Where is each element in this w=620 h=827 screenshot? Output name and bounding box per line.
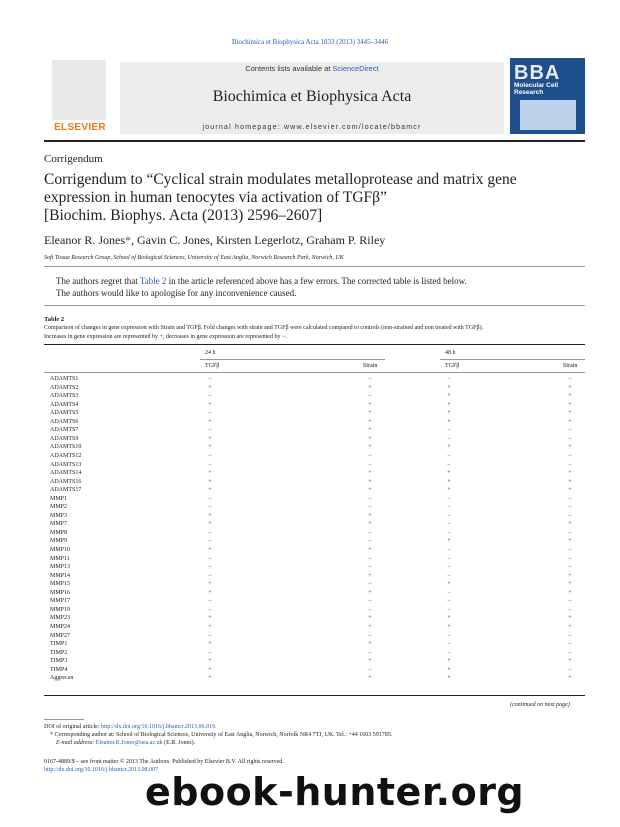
expression-cell: + bbox=[368, 418, 372, 425]
gene-name: MMP13 bbox=[50, 564, 71, 571]
issn-line: 0167-4889/$ – see front matter © 2013 The Authors. Published by Elsevier B.V. All rights reserved. bbox=[44, 759, 284, 765]
gene-name: ADAMTS9 bbox=[50, 435, 79, 442]
expression-cell: + bbox=[208, 418, 212, 425]
expression-cell: + bbox=[568, 589, 572, 596]
expression-cell: + bbox=[447, 478, 451, 485]
table-row bbox=[44, 563, 585, 572]
expression-cell: − bbox=[208, 427, 212, 434]
expression-cell: − bbox=[447, 529, 451, 536]
expression-cell: + bbox=[447, 675, 451, 682]
section-label: Corrigendum bbox=[44, 153, 103, 165]
gene-name: MMP8 bbox=[50, 529, 68, 536]
table-row bbox=[44, 537, 585, 546]
expression-cell: + bbox=[568, 538, 572, 545]
expression-cell: − bbox=[568, 632, 572, 639]
gene-name: ADAMTS7 bbox=[50, 427, 79, 434]
expression-cell: + bbox=[208, 675, 212, 682]
expression-cell: − bbox=[568, 547, 572, 553]
article-title bbox=[44, 171, 585, 225]
expression-cell: − bbox=[447, 521, 451, 528]
table-row bbox=[44, 623, 585, 632]
author-list bbox=[44, 233, 385, 248]
table-row bbox=[44, 640, 585, 649]
expression-cell: − bbox=[368, 495, 372, 502]
table-row bbox=[44, 469, 585, 478]
gene-name: ADAMTS3 bbox=[50, 393, 79, 400]
corresponding-author-mark[interactable]: * bbox=[124, 233, 131, 247]
caption-line-1: Comparison of changes in gene expression with Strain and TGFβ. Fold changes with strain and TGFβ were calculated compared to controls (non-strained and non treated with TGFβ). bbox=[44, 325, 484, 331]
expression-cell: − bbox=[208, 572, 212, 579]
expression-cell: − bbox=[368, 538, 372, 545]
expression-cell: + bbox=[208, 512, 212, 519]
group-header-48h: 48 h bbox=[445, 350, 456, 356]
table-row bbox=[44, 580, 585, 589]
gene-name: MMP14 bbox=[50, 572, 71, 579]
expression-cell: − bbox=[568, 641, 572, 648]
expression-cell: − bbox=[568, 461, 572, 468]
expression-cell: − bbox=[447, 649, 451, 656]
expression-cell: + bbox=[568, 384, 572, 391]
table-row bbox=[44, 572, 585, 581]
body-text-part: in the article referenced above has a few errors. The corrected table is listed below. bbox=[166, 276, 467, 286]
gene-name: ADAMTS12 bbox=[50, 452, 82, 459]
group-rule-24h bbox=[200, 359, 385, 360]
table-header-row bbox=[44, 362, 585, 371]
expression-cell: − bbox=[568, 606, 572, 613]
expression-cell: + bbox=[208, 478, 212, 485]
table-top-rule bbox=[44, 344, 585, 345]
gene-name: ADAMTS5 bbox=[50, 410, 79, 417]
table-row bbox=[44, 384, 585, 393]
first-author: Eleanor R. Jones bbox=[44, 233, 125, 247]
sciencedirect-link[interactable]: ScienceDirect bbox=[332, 64, 379, 73]
expression-cell: − bbox=[447, 606, 451, 613]
expression-cell: + bbox=[208, 547, 212, 553]
expression-cell: − bbox=[208, 632, 212, 639]
cover-title: BBA bbox=[514, 62, 561, 84]
table-row bbox=[44, 392, 585, 401]
expression-cell: − bbox=[208, 495, 212, 502]
table-row bbox=[44, 443, 585, 452]
divider bbox=[44, 266, 585, 267]
expression-cell: + bbox=[568, 478, 572, 485]
expression-cell: + bbox=[208, 435, 212, 442]
table-row bbox=[44, 666, 585, 675]
expression-cell: + bbox=[447, 393, 451, 400]
table-row bbox=[44, 606, 585, 615]
gene-name: ADAMTS10 bbox=[50, 444, 82, 451]
gene-name: MMP19 bbox=[50, 606, 71, 613]
expression-cell: + bbox=[208, 658, 212, 665]
expression-cell: + bbox=[447, 623, 451, 630]
table-row bbox=[44, 597, 585, 606]
expression-cell: + bbox=[447, 581, 451, 588]
contents-prefix: Contents lists available at bbox=[245, 64, 333, 73]
expression-cell: + bbox=[208, 589, 212, 596]
email-label: E-mail address: bbox=[56, 740, 96, 746]
expression-cell: + bbox=[568, 410, 572, 417]
col-header-strain-24h: Strain bbox=[363, 363, 378, 369]
expression-cell: + bbox=[208, 641, 212, 648]
expression-cell: − bbox=[208, 376, 212, 382]
expression-cell: + bbox=[208, 623, 212, 630]
footnote-rule bbox=[44, 719, 84, 720]
cover-image bbox=[520, 100, 576, 130]
title-line-2: expression in human tenocytes via activation of TGFβ” bbox=[44, 189, 387, 206]
gene-name: ADAMTS4 bbox=[50, 401, 79, 408]
expression-cell: − bbox=[447, 572, 451, 579]
expression-cell: − bbox=[368, 452, 372, 459]
table-row bbox=[44, 589, 585, 598]
gene-table bbox=[44, 362, 585, 371]
expression-cell: − bbox=[568, 452, 572, 459]
expression-cell: − bbox=[368, 564, 372, 571]
expression-cell: − bbox=[208, 452, 212, 459]
expression-cell: + bbox=[368, 444, 372, 451]
gene-name: TIMP4 bbox=[50, 666, 68, 673]
expression-cell: + bbox=[568, 623, 572, 630]
expression-cell: − bbox=[368, 581, 372, 588]
table-row bbox=[44, 452, 585, 461]
table-row bbox=[44, 520, 585, 529]
expression-cell: + bbox=[208, 581, 212, 588]
article-doi-link[interactable]: http://dx.doi.org/10.1016/j.bbamcr.2013.08.007 bbox=[44, 767, 159, 773]
expression-cell: − bbox=[368, 504, 372, 511]
group-rule-48h bbox=[440, 359, 585, 360]
expression-cell: − bbox=[447, 376, 451, 382]
expression-cell: − bbox=[568, 555, 572, 562]
corresponding-author: * Corresponding author at: School of Biological Sciences, University of East Anglia, Norwich, Norfolk NR4 7TJ, UK. Tel.: +44 1603 591785. bbox=[50, 732, 393, 738]
expression-cell: + bbox=[368, 470, 372, 477]
table-row bbox=[44, 461, 585, 470]
gene-name: MMP27 bbox=[50, 632, 71, 639]
gene-name: ADAMTS14 bbox=[50, 470, 82, 477]
gene-name: MMP11 bbox=[50, 555, 70, 562]
expression-cell: − bbox=[447, 598, 451, 605]
expression-cell: + bbox=[568, 615, 572, 622]
expression-cell: − bbox=[208, 555, 212, 562]
table-caption bbox=[44, 324, 585, 341]
expression-cell: + bbox=[447, 401, 451, 408]
expression-cell: + bbox=[568, 444, 572, 451]
expression-cell: + bbox=[368, 547, 372, 553]
expression-cell: + bbox=[568, 470, 572, 477]
continued-note: (continued on next page) bbox=[510, 702, 570, 708]
divider bbox=[44, 305, 585, 306]
gene-name: ADAMTS13 bbox=[50, 461, 82, 468]
body-paragraph-2: The authors would like to apologise for any inconvenience caused. bbox=[56, 288, 297, 298]
expression-cell: + bbox=[368, 384, 372, 391]
expression-cell: + bbox=[447, 418, 451, 425]
gene-name: MMP10 bbox=[50, 547, 71, 553]
gene-name: ADAMTS17 bbox=[50, 487, 82, 494]
expression-cell: − bbox=[208, 393, 212, 400]
expression-cell: − bbox=[368, 598, 372, 605]
expression-cell: + bbox=[447, 658, 451, 665]
expression-cell: + bbox=[368, 623, 372, 630]
expression-cell: + bbox=[208, 470, 212, 477]
expression-cell: − bbox=[368, 461, 372, 468]
gene-name: TIMP2 bbox=[50, 649, 68, 656]
table-row bbox=[44, 401, 585, 410]
table-row bbox=[44, 632, 585, 641]
gene-name: MMP1 bbox=[50, 495, 68, 502]
email-link[interactable]: Eleanor.R.Jones@uea.ac.uk bbox=[95, 740, 163, 746]
expression-cell: − bbox=[208, 504, 212, 511]
gene-name: ADAMTS1 bbox=[50, 376, 79, 382]
elsevier-wordmark: ELSEVIER bbox=[54, 122, 106, 133]
expression-cell: − bbox=[447, 495, 451, 502]
gene-name: MMP2 bbox=[50, 504, 68, 511]
expression-cell: − bbox=[568, 564, 572, 571]
expression-cell: + bbox=[208, 615, 212, 622]
table-row bbox=[44, 649, 585, 658]
expression-cell: − bbox=[447, 547, 451, 553]
expression-cell: + bbox=[568, 581, 572, 588]
expression-cell: + bbox=[368, 512, 372, 519]
expression-cell: − bbox=[568, 598, 572, 605]
gene-name: MMP3 bbox=[50, 512, 68, 519]
expression-cell: + bbox=[368, 658, 372, 665]
watermark: ebook-hunter.org bbox=[145, 770, 525, 814]
expression-cell: − bbox=[208, 538, 212, 545]
gene-name: ADAMTS6 bbox=[50, 418, 79, 425]
expression-cell: − bbox=[568, 529, 572, 536]
table-title: Table 2 bbox=[44, 316, 65, 323]
expression-cell: + bbox=[568, 401, 572, 408]
expression-cell: − bbox=[568, 512, 572, 519]
elsevier-tree-logo bbox=[52, 60, 106, 120]
table-row bbox=[44, 478, 585, 487]
expression-cell: − bbox=[368, 649, 372, 656]
expression-cell: + bbox=[568, 675, 572, 682]
gene-name: Aggrecan bbox=[50, 675, 74, 682]
expression-cell: + bbox=[568, 393, 572, 400]
expression-cell: + bbox=[447, 470, 451, 477]
expression-cell: + bbox=[568, 658, 572, 665]
expression-cell: − bbox=[208, 606, 212, 613]
expression-cell: + bbox=[368, 410, 372, 417]
col-header-tgf-48h: TGFβ bbox=[445, 363, 460, 369]
expression-cell: − bbox=[447, 452, 451, 459]
expression-cell: + bbox=[447, 384, 451, 391]
expression-cell: − bbox=[368, 376, 372, 382]
expression-cell: + bbox=[447, 538, 451, 545]
expression-cell: + bbox=[447, 410, 451, 417]
expression-cell: + bbox=[368, 641, 372, 648]
expression-cell: + bbox=[568, 487, 572, 494]
table-row bbox=[44, 657, 585, 666]
table-row bbox=[44, 435, 585, 444]
expression-cell: − bbox=[447, 564, 451, 571]
expression-cell: + bbox=[568, 521, 572, 528]
expression-cell: − bbox=[447, 461, 451, 468]
expression-cell: − bbox=[208, 410, 212, 417]
gene-name: MMP9 bbox=[50, 538, 68, 545]
journal-homepage[interactable]: journal homepage: www.elsevier.com/locate/bbamcr bbox=[202, 124, 422, 131]
table-row bbox=[44, 529, 585, 538]
expression-cell: + bbox=[368, 427, 372, 434]
expression-cell: + bbox=[368, 401, 372, 408]
expression-cell: + bbox=[368, 589, 372, 596]
email-line bbox=[56, 739, 195, 747]
expression-cell: − bbox=[368, 393, 372, 400]
col-header-strain-48h: Strain bbox=[563, 363, 578, 369]
expression-cell: − bbox=[208, 649, 212, 656]
table-row bbox=[44, 555, 585, 564]
group-header-24h: 24 h bbox=[205, 350, 216, 356]
expression-cell: − bbox=[447, 435, 451, 442]
expression-cell: − bbox=[447, 589, 451, 596]
expression-cell: − bbox=[568, 495, 572, 502]
expression-cell: + bbox=[208, 666, 212, 673]
expression-cell: + bbox=[208, 521, 212, 528]
expression-cell: − bbox=[447, 641, 451, 648]
contents-available bbox=[120, 64, 504, 73]
gene-name: MMP16 bbox=[50, 589, 71, 596]
expression-cell: + bbox=[208, 384, 212, 391]
expression-cell: − bbox=[447, 632, 451, 639]
header-rule bbox=[44, 140, 585, 142]
expression-cell: + bbox=[568, 572, 572, 579]
expression-cell: − bbox=[368, 666, 372, 673]
journal-citation[interactable]: Biochimica et Biophysica Acta 1833 (2013) 3445–3446 bbox=[231, 38, 389, 46]
table-2-link[interactable]: Table 2 bbox=[139, 276, 167, 286]
table-row bbox=[44, 546, 585, 555]
expression-cell: − bbox=[568, 649, 572, 656]
expression-cell: − bbox=[568, 376, 572, 382]
other-authors: , Gavin C. Jones, Kirsten Legerlotz, Graham P. Riley bbox=[130, 233, 386, 247]
expression-cell: − bbox=[368, 632, 372, 639]
affiliation: Soft Tissue Research Group, School of Biological Sciences, University of East Anglia, Norwich Research Park, Norwich, UK bbox=[44, 255, 344, 261]
expression-cell: + bbox=[368, 675, 372, 682]
col-header-tgf-24h: TGFβ bbox=[205, 363, 220, 369]
gene-name: ADAMTS2 bbox=[50, 384, 79, 391]
table-row bbox=[44, 426, 585, 435]
doi-original bbox=[44, 723, 217, 731]
table-row bbox=[44, 495, 585, 504]
expression-cell: − bbox=[568, 427, 572, 434]
table-row bbox=[44, 418, 585, 427]
expression-cell: − bbox=[368, 555, 372, 562]
gene-name: TIMP3 bbox=[50, 658, 68, 665]
expression-cell: + bbox=[368, 478, 372, 485]
expression-cell: − bbox=[368, 529, 372, 536]
doi-label: DOI of original article: bbox=[44, 724, 101, 730]
doi-original-link[interactable]: http://dx.doi.org/10.1016/j.bbamcr.2013.06.019. bbox=[100, 724, 217, 730]
title-line-1: Corrigendum to “Cyclical strain modulates metalloprotease and matrix gene bbox=[44, 171, 517, 188]
table-bottom-rule bbox=[44, 695, 585, 696]
expression-cell: − bbox=[447, 512, 451, 519]
expression-cell: − bbox=[447, 427, 451, 434]
table-row bbox=[44, 512, 585, 521]
expression-cell: + bbox=[568, 418, 572, 425]
header-bottom-rule bbox=[44, 372, 585, 373]
gene-name: ADAMTS16 bbox=[50, 478, 82, 485]
expression-cell: + bbox=[368, 521, 372, 528]
expression-cell: − bbox=[208, 461, 212, 468]
table-row bbox=[44, 409, 585, 418]
expression-cell: + bbox=[208, 487, 212, 494]
expression-cell: + bbox=[447, 615, 451, 622]
table-row bbox=[44, 614, 585, 623]
email-suffix: (E.R. Jones). bbox=[162, 740, 196, 746]
gene-name: MMP24 bbox=[50, 623, 71, 630]
gene-name: MMP17 bbox=[50, 598, 71, 605]
expression-cell: + bbox=[368, 615, 372, 622]
table-row bbox=[44, 503, 585, 512]
body-paragraph-1 bbox=[56, 275, 576, 287]
expression-cell: − bbox=[568, 666, 572, 673]
expression-cell: − bbox=[447, 555, 451, 562]
expression-cell: + bbox=[447, 487, 451, 494]
expression-cell: + bbox=[447, 666, 451, 673]
expression-cell: − bbox=[447, 504, 451, 511]
expression-cell: − bbox=[368, 606, 372, 613]
expression-cell: + bbox=[208, 444, 212, 451]
journal-name: Biochimica et Biophysica Acta bbox=[212, 88, 412, 105]
table-row bbox=[44, 674, 585, 683]
title-line-3: [Biochim. Biophys. Acta (2013) 2596–2607] bbox=[44, 207, 323, 224]
expression-cell: + bbox=[368, 435, 372, 442]
expression-cell: + bbox=[208, 401, 212, 408]
body-text-part: The authors regret that bbox=[56, 276, 140, 286]
expression-cell: − bbox=[568, 435, 572, 442]
gene-name: MMP7 bbox=[50, 521, 68, 528]
gene-name: TIMP1 bbox=[50, 641, 68, 648]
gene-name: MMP15 bbox=[50, 581, 71, 588]
body-text bbox=[56, 275, 576, 299]
article-doi bbox=[44, 766, 158, 774]
table-row bbox=[44, 375, 585, 384]
table-row bbox=[44, 486, 585, 495]
expression-cell: + bbox=[447, 444, 451, 451]
expression-cell: − bbox=[208, 598, 212, 605]
expression-cell: − bbox=[208, 564, 212, 571]
expression-cell: − bbox=[208, 529, 212, 536]
expression-cell: + bbox=[368, 572, 372, 579]
expression-cell: − bbox=[568, 504, 572, 511]
caption-line-2: Increases in gene expression are represented by +, decreases in gene expression are represented by −. bbox=[44, 333, 287, 340]
cover-subtitle: Molecular Cell Research bbox=[514, 82, 559, 96]
expression-cell: + bbox=[368, 487, 372, 494]
gene-name: MMP23 bbox=[50, 615, 71, 622]
